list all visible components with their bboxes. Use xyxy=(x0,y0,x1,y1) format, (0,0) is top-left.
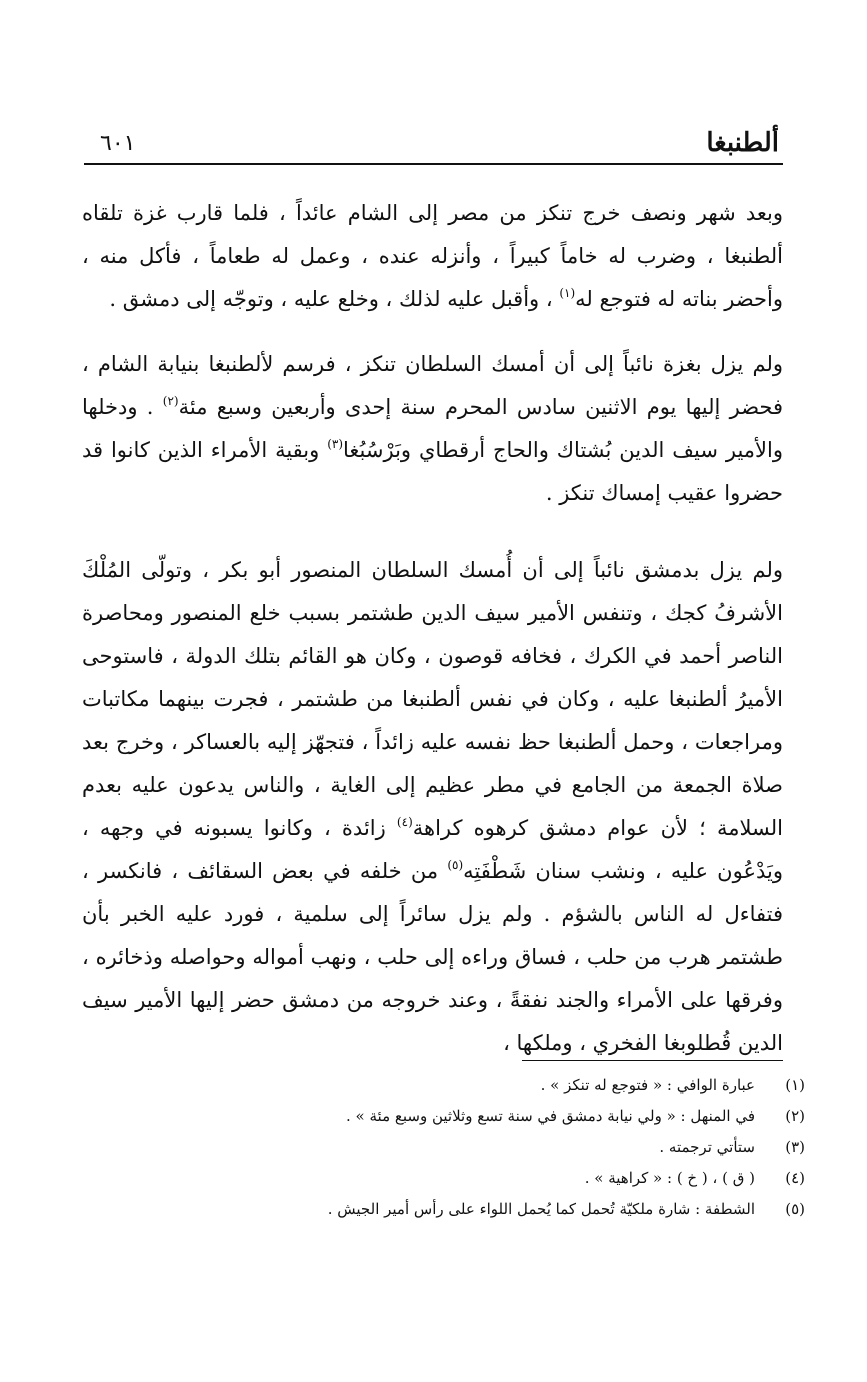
page-header xyxy=(100,128,779,158)
footnote-number: (٣) xyxy=(785,1138,805,1156)
footnote-ref: (١) xyxy=(559,286,576,300)
footnote-text: ( ق ) ، ( خ ) : « كراهية » . xyxy=(584,1169,755,1187)
footnote xyxy=(200,1163,805,1194)
footnote-text: ستأتي ترجمته . xyxy=(659,1138,755,1156)
paragraph xyxy=(82,343,783,515)
footnote-number: (١) xyxy=(785,1076,805,1094)
footnote xyxy=(200,1101,805,1132)
text-run: زائدة ، وكانوا يسبونه في وجهه ، ويَدْعُون عليه ، ونشب سنان شَطْفَتِه xyxy=(82,816,783,883)
footnote-ref: (٢) xyxy=(162,394,179,408)
text-run: ولم يزل بغزة نائباً إلى أن أمسك السلطان تنكز ، فرسم لألطنبغا بنيابة الشام ، فحضر إليها يوم الاثنين سادس المحرم سنة إحدى وأربعين وسبع مئة xyxy=(82,352,784,419)
footnote-number: (٢) xyxy=(785,1107,805,1125)
footnote-rule xyxy=(522,1060,783,1061)
text-run: من خلفه في بعض السقائف ، فانكسر ، فتفاءل له الناس بالشؤم . ولم يزل سائراً إلى سلمية ، فورد عليه الخبر بأن طشتمر هرب من حلب ، فساق وراءه إلى حلب ، ونهب أمواله وحواصله وذخائره ، وفرقها على الأمراء والجند نفقةً ، وعند خروجه من دمشق حضر إليها الأمير سيف الدين قُطلوبغا الفخري ، وملكها ، xyxy=(82,859,783,1055)
running-title: ألطنبغا xyxy=(706,128,779,158)
header-rule xyxy=(84,163,783,165)
footnotes xyxy=(200,1070,805,1225)
text-run: ولم يزل بدمشق نائباً إلى أن أُمسك السلطان المنصور أبو بكر ، وتولّى المُلْكَ الأشرفُ كجك ، وتنفس الأمير سيف الدين طشتمر بسبب خلع المنصور ومحاصرة الناصر أحمد في الكرك ، فخافه قوصون ، وكان هو القائم بتلك الدولة ، فاستوحى الأميرُ ألطنبغا عليه ، وكان في نفس ألطنبغا من طشتمر ، فجرت بينهما مكاتبات ومراجعات ، وحمل ألطنبغا حظ نفسه عليه زائداً ، فتجهّز إليه بالعساكر ، وخرج بعد صلاة الجمعة من الجامع في مطر عظيم إلى الغاية ، والناس يدعون عليه بعدم السلامة ؛ لأن عوام دمشق كرهوه كراهة xyxy=(82,558,783,840)
footnote-ref: (٥) xyxy=(447,858,464,872)
text-run: ، وأقبل عليه لذلك ، وخلع عليه ، وتوجّه إلى دمشق . xyxy=(109,287,560,311)
footnote-ref: (٣) xyxy=(327,437,344,451)
footnote-number: (٥) xyxy=(785,1200,805,1218)
body-text xyxy=(82,192,783,1065)
footnote-number: (٤) xyxy=(785,1169,805,1187)
text-run: . ودخلها والأمير سيف الدين بُشتاك والحاج أرقطاي وبَرْسُبُغا xyxy=(82,395,783,462)
text-run: وبعد شهر ونصف خرج تنكز من مصر إلى الشام عائداً ، فلما قارب غزة تلقاه ألطنبغا ، وضرب له خاماً كبيراً ، وأنزله عنده ، وعمل له طعاماً ، فأكل منه ، وأحضر بناته له فتوجع له xyxy=(82,201,783,311)
paragraph xyxy=(82,192,783,321)
footnote-text: عبارة الوافي : « فتوجع له تنكز » . xyxy=(540,1076,755,1094)
text-run: وبقية الأمراء الذين كانوا قد حضروا عقيب إمساك تنكز . xyxy=(82,438,783,505)
footnote-ref: (٤) xyxy=(396,815,413,829)
footnote xyxy=(200,1070,805,1101)
footnote-text: في المنهل : « ولي نيابة دمشق في سنة تسع وثلاثين وسبع مئة » . xyxy=(346,1107,755,1125)
page-number: ٦٠١ xyxy=(100,131,136,156)
footnote xyxy=(200,1194,805,1225)
footnote-text: الشطفة : شارة ملكيّة تُحمل كما يُحمل اللواء على رأس أمير الجيش . xyxy=(327,1200,755,1218)
footnote xyxy=(200,1132,805,1163)
paragraph xyxy=(82,549,783,1065)
